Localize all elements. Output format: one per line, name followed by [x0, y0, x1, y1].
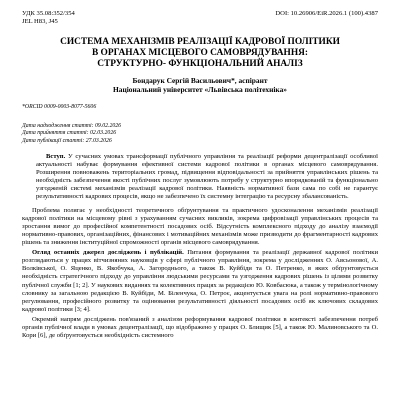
title-line: В ОРГАНАХ МІСЦЕВОГО САМОВРЯДУВАННЯ: [91, 48, 309, 59]
body-text [22, 207, 378, 340]
date-received: Дата надходження статті: 09.02.2026 [22, 123, 122, 130]
title-line: СТРУКТУРНО- ФУНКЦІОНАЛЬНИЙ АНАЛІЗ [97, 59, 303, 70]
review-text: Питання формування та реалізації державної кадрової політики розглядаються у працях вітчизняних науковців у сфері публічного управління, зокрема у дослідженнях О. Авсьонової, А. Волківської, О. Яценко, В. Якобчука, А. Загороднього, а також В. Куйбіди та О. Петренко, в яких обґрунтовується необхідність стратегічного підходу до управління людськими ресурсами та узгодження кадрових рішень із цілями розвитку публічної служби [1; 2]. У наукових виданнях та колективних працях за редакцією Ю. Ковбасюка, а також у термінологічному словнику за загальною редакцією В. Куйбіди, М. Біленчука, О. Петроє, акцентується увага на ролі нормативно-правового регулювання, професійного розвитку та оцінювання результативності діяльності посадових осіб як ключових складових кадрової політики [3; 4]. [22, 249, 378, 313]
introduction-paragraph [36, 153, 378, 201]
classification-codes [22, 10, 75, 25]
doi-link[interactable]: DOI: 10.26906/EiR.2026.1 (100).4387 [275, 10, 378, 17]
title-line: СИСТЕМА МЕХАНІЗМІВ РЕАЛІЗАЦІЇ КАДРОВОЇ ПОЛІТИКИ [60, 37, 340, 48]
jel-code: JEL H83, J45 [22, 17, 58, 25]
orcid-note[interactable]: *ORCID 0009-0003-8077-5606 [22, 104, 97, 111]
paper-title [22, 37, 378, 70]
author-block [22, 76, 378, 94]
article-dates [22, 123, 378, 145]
author-name: Бондарук Сергій Васильович*, аспірант [132, 76, 268, 86]
introduction-text: У сучасних умовах трансформації публічного управління та реалізації реформи децентралізації особливої актуальності набуває формування ефективної системи кадрової політики в органах місцевого самоврядування. Розширення повноважень територіальних громад, підвищення відповідальності за прийняття управлінських рішень та необхідність забезпечення якості публічних послуг зумовлюють потребу у структурно впорядкованій та функціонально узгодженій системі механізмів реалізації кадрової політики. Наявність нормативної бази сама по собі не гарантує результативності кадрових процесів, якщо не забезпечено їх системну інтеграцію та ресурсну збалансованість. [36, 152, 378, 201]
date-published: Дата публікації статті: 27.03.2026 [22, 137, 112, 144]
udc-code: УДК 35.08:352/354 [22, 10, 75, 17]
introduction-section [36, 153, 378, 201]
author-affiliation: Національний університет «Львівська політехніка» [113, 85, 287, 95]
header-meta [22, 10, 378, 25]
problem-paragraph: Проблема полягає у необхідності теоретичного обґрунтування та практичного удосконалення механізмів реалізації кадрової політики на місцевому рівні з урахуванням сучасних викликів, зокрема цифровізації управлінських процесів та зростання вимог до професійної компетентності посадових осіб. Відсутність комплексного підходу до аналізу взаємодії нормативно-правових, організаційних, фінансових і мотиваційних механізмів може призводити до фрагментарності кадрових рішень та зниження інституційної спроможності органів місцевого самоврядування. [22, 207, 378, 247]
introduction-heading: Вступ. [46, 152, 66, 160]
date-accepted: Дата прийняття статті: 02.03.2026 [22, 130, 117, 137]
review-paragraph [22, 249, 378, 313]
review-heading: Огляд останніх джерел досліджень і публікацій. [32, 249, 184, 257]
continuation-paragraph: Окремий напрям досліджень пов'язаний з аналізом реформування кадрової політики в контексті забезпечення потреб органів публічної влади в умовах децентралізації, що відображено у працях О. Блищик [5], а також Ю. Малиновського та О. Кори [6], де обґрунтовується необхідність системного [22, 315, 378, 339]
